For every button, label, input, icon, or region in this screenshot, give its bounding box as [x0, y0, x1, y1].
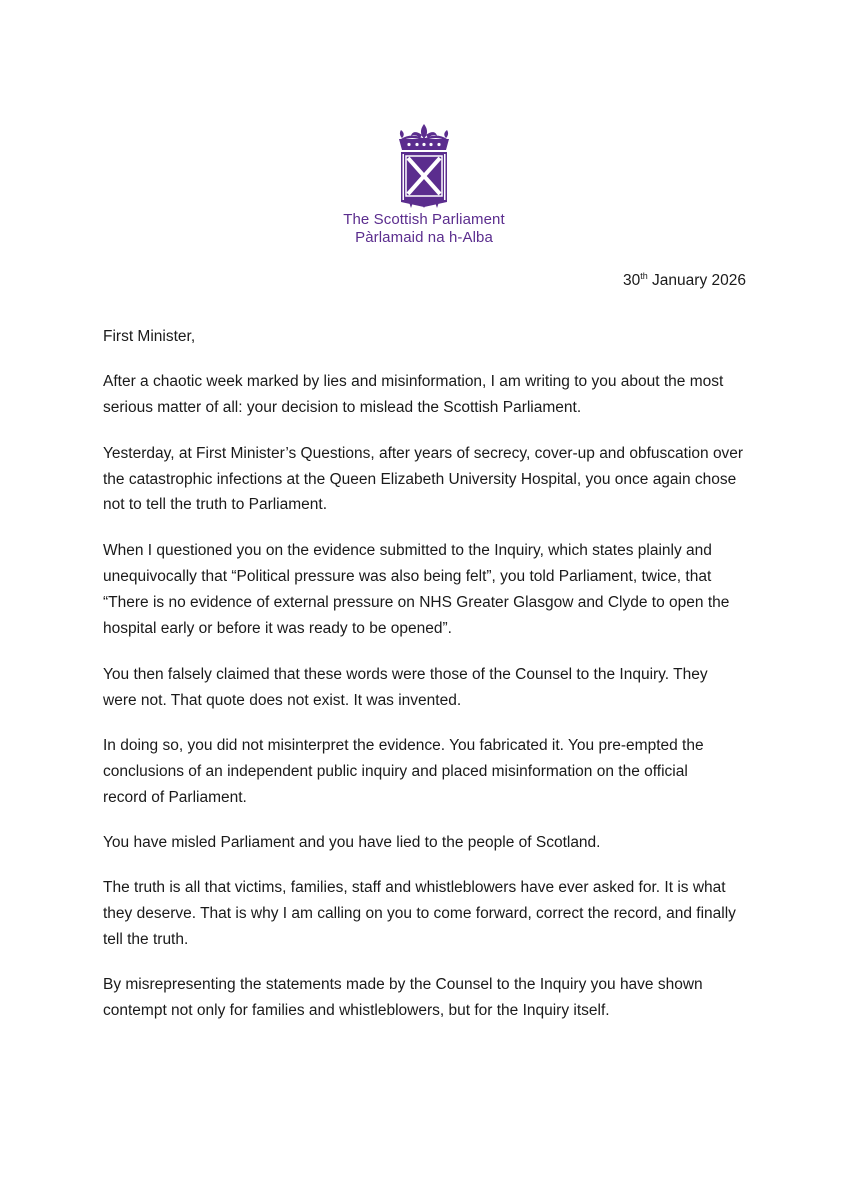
- org-name-english: The Scottish Parliament: [343, 211, 505, 228]
- paragraph-line: record of Parliament.: [103, 789, 247, 806]
- scottish-parliament-crest-icon: [395, 122, 453, 208]
- paragraph-line: Yesterday, at First Minister’s Questions, after years of secrecy, cover-up and obfuscation over: [103, 445, 744, 462]
- paragraph-line: You have misled Parliament and you have lied to the people of Scotland.: [103, 834, 601, 851]
- salutation: First Minister,: [103, 328, 196, 345]
- letter-date: [623, 272, 746, 290]
- paragraph-line: they deserve. That is why I am calling on you to come forward, correct the record, and finally: [103, 905, 736, 922]
- paragraph-line: contempt not only for families and whistleblowers, but for the Inquiry itself.: [103, 1002, 610, 1019]
- date-suffix: th: [640, 271, 648, 281]
- paragraph-line: By misrepresenting the statements made by the Counsel to the Inquiry you have shown: [103, 976, 703, 993]
- letterhead: [0, 122, 848, 208]
- date-month-year: January 2026: [647, 272, 746, 289]
- paragraph-line: were not. That quote does not exist. It was invented.: [103, 692, 462, 709]
- paragraph-line: the catastrophic infections at the Queen Elizabeth University Hospital, you once again chose: [103, 471, 737, 488]
- paragraph-line: The truth is all that victims, families, staff and whistleblowers have ever asked for. It is what: [103, 879, 726, 896]
- paragraph-line: In doing so, you did not misinterpret the evidence. You fabricated it. You pre-empted the: [103, 737, 704, 754]
- paragraph-line: tell the truth.: [103, 931, 189, 948]
- paragraph-line: “There is no evidence of external pressure on NHS Greater Glasgow and Clyde to open the: [103, 594, 730, 611]
- paragraph-line: After a chaotic week marked by lies and misinformation, I am writing to you about the most: [103, 373, 724, 390]
- paragraph-line: When I questioned you on the evidence submitted to the Inquiry, which states plainly and: [103, 542, 712, 559]
- paragraph-line: not to tell the truth to Parliament.: [103, 496, 328, 513]
- paragraph-line: You then falsely claimed that these words were those of the Counsel to the Inquiry. They: [103, 666, 708, 683]
- paragraph-line: unequivocally that “Political pressure was also being felt”, you told Parliament, twice, that: [103, 568, 712, 585]
- paragraph-line: hospital early or before it was ready to be opened”.: [103, 620, 452, 637]
- org-name-gaelic: Pàrlamaid na h-Alba: [355, 229, 493, 246]
- paragraph-line: conclusions of an independent public inquiry and placed misinformation on the official: [103, 763, 688, 780]
- paragraph-line: serious matter of all: your decision to mislead the Scottish Parliament.: [103, 399, 582, 416]
- date-day: 30: [622, 272, 641, 289]
